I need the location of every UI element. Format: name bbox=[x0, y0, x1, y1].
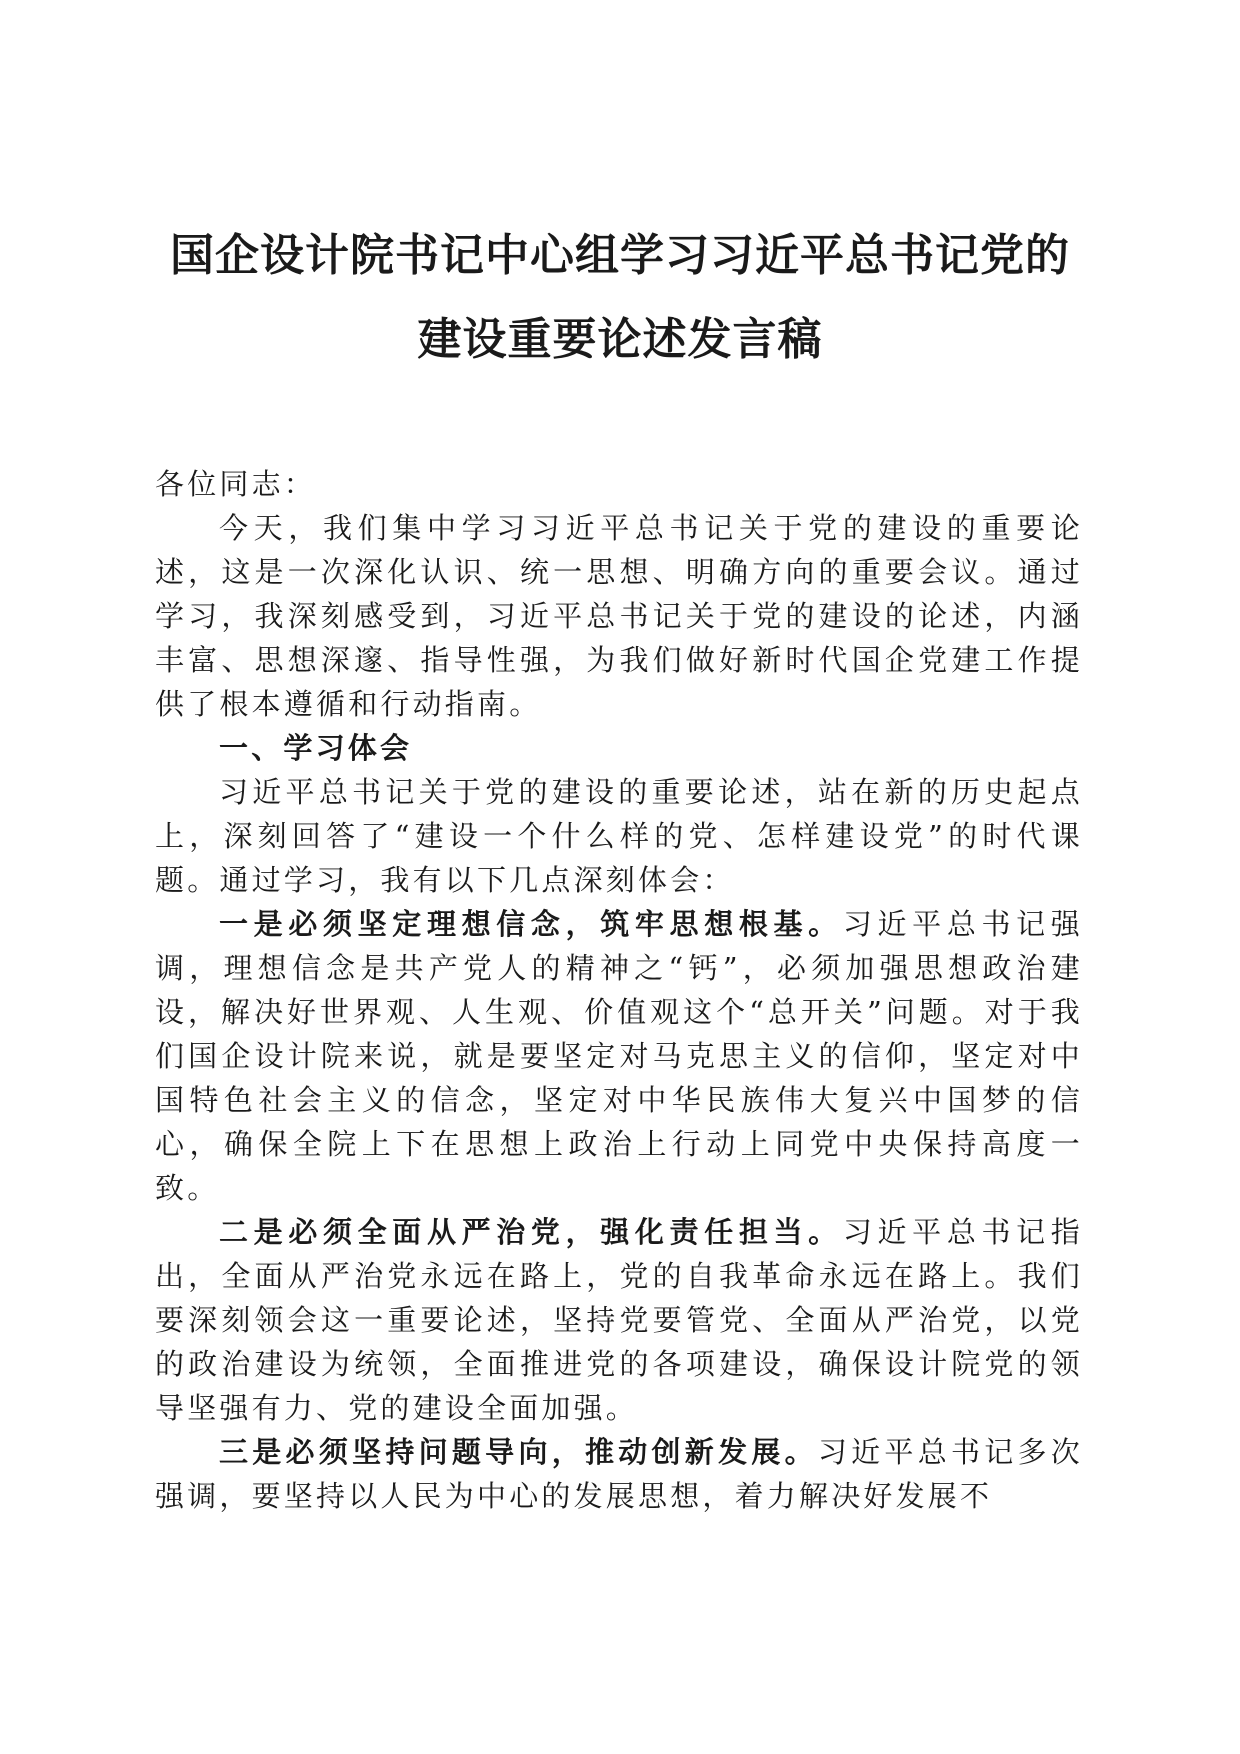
point-1-lead: 一是必须坚定理想信念，筑牢思想根基。 bbox=[219, 907, 843, 941]
intro-paragraph: 今天，我们集中学习习近平总书记关于党的建设的重要论述，这是一次深化认识、统一思想、明确方向的重要会议。通过学习，我深刻感受到，习近平总书记关于党的建设的论述，内涵丰富、思想深邃、指导性强，为我们做好新时代国企党建工作提供了根本遵循和行动指南。 bbox=[155, 511, 1083, 721]
point-2-paragraph bbox=[155, 1210, 1083, 1430]
salutation: 各位同志： bbox=[155, 467, 317, 501]
document-title-line-1: 国企设计院书记中心组学习习近平总书记党的 bbox=[170, 230, 1070, 281]
document-body bbox=[155, 462, 1083, 1518]
point-2-lead: 二是必须全面从严治党，强化责任担当。 bbox=[219, 1215, 843, 1249]
point-3-lead: 三是必须坚持问题导向，推动创新发展。 bbox=[219, 1435, 818, 1469]
document-title-line-2: 建设重要论述发言稿 bbox=[417, 314, 823, 365]
point-3-text: 习近平总书记多次强调，要坚持以人民为中心的发展思想，着力解决好发展不 bbox=[155, 1435, 1083, 1513]
point-1-text: 习近平总书记强调，理想信念是共产党人的精神之“钙”，必须加强思想政治建设，解决好世界观、人生观、价值观这个“总开关”问题。对于我们国企设计院来说，就是要坚定对马克思主义的信仰，坚定对中国特色社会主义的信念，坚定对中华民族伟大复兴中国梦的信心，确保全院上下在思想上政治上行动上同党中央保持高度一致。 bbox=[155, 907, 1083, 1205]
point-2-text: 习近平总书记指出，全面从严治党永远在路上，党的自我革命永远在路上。我们要深刻领会这一重要论述，坚持党要管党、全面从严治党，以党的政治建设为统领，全面推进党的各项建设，确保设计院党的领导坚强有力、党的建设全面加强。 bbox=[155, 1215, 1083, 1425]
section-heading-1: 一、学习体会 bbox=[219, 731, 413, 765]
point-3-paragraph bbox=[155, 1430, 1083, 1518]
section-1-intro: 习近平总书记关于党的建设的重要论述，站在新的历史起点上，深刻回答了“建设一个什么样的党、怎样建设党”的时代课题。通过学习，我有以下几点深刻体会： bbox=[155, 775, 1083, 897]
point-1-paragraph bbox=[155, 902, 1083, 1210]
